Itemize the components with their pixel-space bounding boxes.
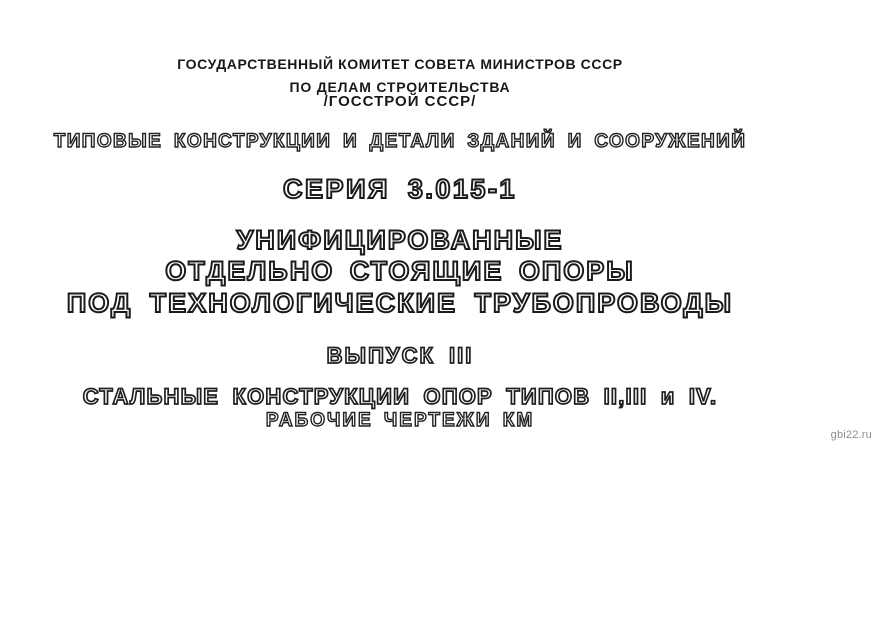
subtitle-line-2: РАБОЧИЕ ЧЕРТЕЖИ КМ xyxy=(265,410,535,431)
series-number: СЕРИЯ 3.015-1 xyxy=(283,174,517,204)
main-title-line-1: УНИФИЦИРОВАННЫЕ xyxy=(236,225,564,255)
main-title-line-3: ПОД ТЕХНОЛОГИЧЕСКИЕ ТРУБОПРОВОДЫ xyxy=(66,288,734,318)
authority-line-1: ГОСУДАРСТВЕННЫЙ КОМИТЕТ СОВЕТА МИНИСТРОВ СССР xyxy=(177,56,623,72)
main-title-line-2: ОТДЕЛЬНО СТОЯЩИЕ ОПОРЫ xyxy=(165,256,635,286)
authority-line-3: /ГОССТРОЙ СССР/ xyxy=(323,93,477,110)
authority-line-2: ПО ДЕЛАМ СТРОИТЕЛЬСТВА xyxy=(289,79,511,95)
site-watermark: gbi22.ru xyxy=(830,429,872,441)
series-heading: ТИПОВЫЕ КОНСТРУКЦИИ И ДЕТАЛИ ЗДАНИЙ И СООРУЖЕНИЙ xyxy=(53,131,747,152)
subtitle-line-1: СТАЛЬНЫЕ КОНСТРУКЦИИ ОПОР ТИПОВ II,III и IV. xyxy=(82,384,718,409)
issue-number: ВЫПУСК III xyxy=(326,343,474,368)
